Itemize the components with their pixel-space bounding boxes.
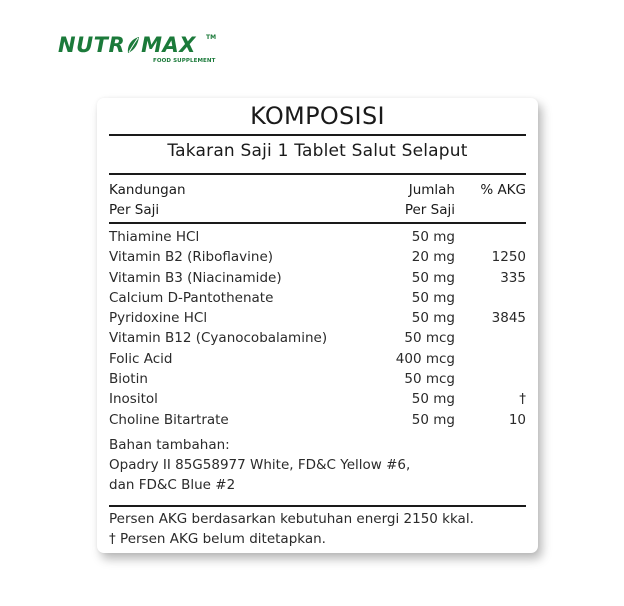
- ingredient-name: Folic Acid: [109, 350, 173, 367]
- divider-serving: [109, 173, 526, 175]
- ingredient-amount: 50 mg: [411, 269, 455, 286]
- table-row: [109, 410, 526, 430]
- table-row: [109, 349, 526, 369]
- additives-line1: Opadry II 85G58977 White, FD&C Yellow #6,: [109, 457, 411, 473]
- ingredient-amount: 50 mcg: [404, 330, 455, 347]
- ingredient-akg: 10: [508, 411, 526, 428]
- table-row: [109, 247, 526, 267]
- divider-header: [109, 222, 526, 224]
- ingredient-amount: 50 mcg: [404, 371, 455, 388]
- ingredient-name: Vitamin B3 (Niacinamide): [109, 269, 282, 286]
- footnote-akg-basis: Persen AKG berdasarkan kebutuhan energi 2150 kkal.: [109, 511, 474, 527]
- ingredient-amount: 20 mg: [411, 249, 455, 266]
- ingredient-akg: †: [519, 391, 526, 408]
- leaf-icon: [126, 35, 140, 53]
- trademark-mark: TM: [206, 34, 217, 41]
- divider-title: [109, 134, 526, 136]
- ingredient-amount: 50 mg: [411, 310, 455, 327]
- ingredient-akg: 3845: [491, 310, 526, 327]
- table-row: [109, 308, 526, 328]
- header-ingredient-line2: Per Saji: [109, 202, 160, 218]
- column-header-akg: [480, 180, 526, 200]
- table-row: [109, 288, 526, 308]
- ingredient-name: Inositol: [109, 391, 158, 408]
- header-amount-line1: Jumlah: [408, 182, 455, 198]
- ingredient-name: Calcium D-Pantothenate: [109, 289, 274, 306]
- ingredient-name: Pyridoxine HCl: [109, 310, 208, 327]
- ingredient-akg: 335: [500, 269, 526, 286]
- brand-tagline: FOOD SUPPLEMENT: [153, 58, 216, 64]
- header-akg: % AKG: [480, 182, 526, 198]
- ingredient-name: Thiamine HCl: [109, 229, 200, 245]
- additives-heading: Bahan tambahan:: [109, 437, 230, 453]
- column-header-amount: [405, 180, 455, 220]
- additives-section: [109, 435, 526, 495]
- footnotes-section: [109, 509, 526, 549]
- ingredient-amount: 50 mg: [411, 411, 455, 428]
- ingredient-name: Vitamin B2 (Riboflavine): [109, 249, 274, 266]
- ingredient-table: [109, 227, 526, 430]
- ingredient-name: Choline Bitartrate: [109, 411, 229, 428]
- ingredient-name: Vitamin B12 (Cyanocobalamine): [109, 330, 328, 347]
- header-ingredient-line1: Kandungan: [109, 182, 186, 198]
- table-row: [109, 328, 526, 348]
- serving-size: Takaran Saji 1 Tablet Salut Selaput: [167, 141, 468, 161]
- brand-logo: [58, 33, 218, 69]
- table-row: [109, 227, 526, 247]
- divider-footnotes: [109, 505, 526, 507]
- ingredient-akg: 1250: [491, 249, 526, 266]
- ingredient-amount: 400 mcg: [395, 350, 455, 367]
- footnote-dagger: † Persen AKG belum ditetapkan.: [109, 531, 326, 547]
- card-title: KOMPOSISI: [250, 102, 385, 130]
- table-row: [109, 389, 526, 409]
- table-row: [109, 369, 526, 389]
- ingredient-name: Biotin: [109, 371, 148, 388]
- header-amount-line2: Per Saji: [404, 202, 455, 218]
- column-header-ingredient: [109, 180, 186, 220]
- brand-wordmark: [58, 33, 196, 57]
- ingredient-amount: 50 mg: [411, 289, 455, 306]
- additives-line2: dan FD&C Blue #2: [109, 477, 236, 493]
- brand-name-left: NUTR: [58, 33, 126, 57]
- ingredient-amount: 50 mg: [411, 229, 455, 245]
- ingredient-amount: 50 mg: [411, 391, 455, 408]
- composition-card: [97, 98, 538, 553]
- table-row: [109, 268, 526, 288]
- brand-name-right: MAX: [141, 33, 196, 57]
